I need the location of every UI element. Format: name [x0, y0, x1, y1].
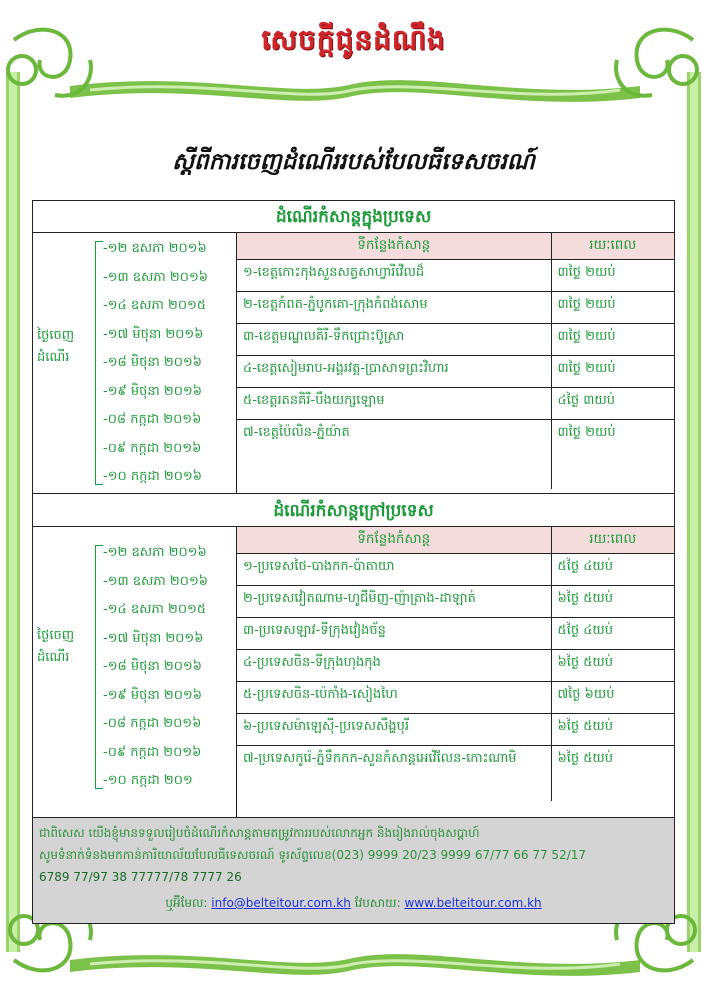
domestic-departure-dates	[33, 233, 237, 493]
contact-notice	[33, 817, 674, 923]
page-subtitle: ស្តីពីការចេញដំណើររបស់បែលធីទេសចរណ៍	[172, 148, 535, 175]
column-header-duration: រយៈពេល	[551, 233, 674, 259]
departure-date: -១៧ មិថុនា ២០១៦	[103, 326, 204, 342]
table-row: ៥-ប្រទេសចិន-ប៉េកាំង-សៀងហៃ ៧ថ្ងៃ ៦យប់	[237, 681, 674, 713]
table-row: ៣-ខេត្តមណ្ឌលគិរី-ទឹកជ្រោះប៊ូស្រា ៣ថ្ងៃ ២យប់	[237, 323, 674, 355]
table-row: ៧-ប្រទេសកូរ៉េ-ភ្នំទឹកកក-សួនកំសាន្តអេវើលែន-កោះណាមិ ៦ថ្ងៃ ៥យប់	[237, 745, 674, 801]
notice-line: សូមទំនាក់ទំនងមកកាន់ការិយាល័យបែលធីទេសចរណ៍ ទូរស័ព្ទលេខ(023) 9999 20/23 9999 67/77 66 77 52/17	[39, 848, 587, 862]
column-header-place: ទីកន្លែងកំសាន្ត	[237, 527, 551, 553]
website-label: វែបសាយ:	[354, 896, 401, 910]
departure-date: -១៨ មិថុនា ២០១៦	[103, 355, 202, 370]
table-row: ៣-ប្រទេសឡាវ-ទីក្រុងវៀងច័ន្ទ ៥ថ្ងៃ ៤យប់	[237, 617, 674, 649]
departure-date: -០៨ កក្កដា ២០១៦	[103, 412, 202, 427]
schedule-sheet	[32, 200, 675, 924]
departure-date: -១០ កក្កដា ២០១៦	[103, 469, 202, 484]
table-row: ៤-ប្រទេសចិន-ទីក្រុងហុងកុង ៦ថ្ងៃ ៥យប់	[237, 649, 674, 681]
domestic-route-table	[237, 233, 674, 489]
departure-date: -១២ ឧសភា ២០១៦	[103, 545, 207, 560]
departure-date: -១៩ មិថុនា ២០១៦	[103, 383, 202, 399]
departure-date: -១៣ ឧសភា ២០១៦	[103, 573, 208, 589]
bracket	[95, 241, 103, 485]
notice-line: 6789 77/97 38 77777/78 7777 26	[39, 870, 242, 884]
overseas-heading: ដំណើរកំសាន្តក្រៅប្រទេស	[33, 493, 674, 527]
departure-date: -១៨ មិថុនា ២០១៦	[103, 659, 202, 674]
domestic-heading: ដំណើរកំសាន្តក្នុងប្រទេស	[33, 201, 674, 233]
notice-line: ជាពិសេស យើងខ្ញុំមានទទួលរៀបចំដំណើរកំសាន្តតាមតម្រូវការរបស់លោកអ្នក និងរៀងរាល់ចុងសប្តាហ៍	[39, 826, 480, 840]
departure-date: -១៤ ឧសភា ២០១៥	[103, 298, 207, 313]
departure-date: -១៤ ឧសភា ២០១៥	[103, 602, 207, 617]
table-row: ១-ខេត្តកោះកុងសួនសត្វសាហ្វារីវើលដ៏ ៣ថ្ងៃ ២យប់	[237, 259, 674, 291]
departure-label: ថ្ងៃចេញ ដំណើរ	[37, 328, 75, 365]
table-row: ៥-ខេត្តរតនគិរី-បឹងយក្សឡោម ៤ថ្ងៃ ៣យប់	[237, 387, 674, 419]
table-row: ១-ប្រទេសថៃ-បាងកក-ប៉ាតាយា ៥ថ្ងៃ ៤យប់	[237, 553, 674, 585]
table-row: ២-ប្រទេសវៀតណាម-ហូជីមិញ-ញ៉ាត្រាង-ដាឡាត់ ៦ថ្ងៃ ៥យប់	[237, 585, 674, 617]
table-row: ៦-ប្រទេសម៉ាឡេស៊ី-ប្រទេសសឹង្ហបុរី ៦ថ្ងៃ ៥យប់	[237, 713, 674, 745]
column-header-place: ទីកន្លែងកំសាន្ត	[237, 233, 551, 259]
departure-date: -០៩ កក្កដា ២០១៦	[103, 744, 202, 760]
departure-date: -០៨ កក្កដា ២០១៦	[103, 716, 202, 731]
overseas-route-table	[237, 527, 674, 801]
email-link[interactable]: info@belteitour.com.kh	[211, 896, 351, 910]
table-row: ៧-ខេត្តប៉ៃលិន-ភ្នំយ៉ាត ៣ថ្ងៃ ២យប់	[237, 419, 674, 489]
table-row: ២-ខេត្តកំពត-ភ្នំបូកគោ-ក្រុងកំពង់សោម ៣ថ្ងៃ ២យប់	[237, 291, 674, 323]
departure-label: ថ្ងៃចេញ ដំណើរ	[37, 628, 75, 665]
departure-date: -១០ កក្កដា ២០១	[103, 773, 193, 788]
email-label: ឬអ៊ីមែល:	[165, 896, 208, 910]
table-row: ៤-ខេត្តសៀមរាប-អង្គរវត្ត-ប្រាសាទព្រះវិហារ ៣ថ្ងៃ ២យប់	[237, 355, 674, 387]
overseas-departure-dates	[33, 527, 237, 817]
contact-links	[39, 892, 668, 914]
page-title: សេចក្តីជូនដំណឹង	[261, 23, 446, 56]
column-header-duration: រយៈពេល	[551, 527, 674, 553]
departure-date: -១២ ឧសភា ២០១៦	[103, 241, 207, 256]
departure-date: -១៩ មិថុនា ២០១៦	[103, 687, 202, 703]
bracket	[95, 545, 103, 789]
departure-date: -១៧ មិថុនា ២០១៦	[103, 630, 204, 646]
departure-date: -១៣ ឧសភា ២០១៦	[103, 269, 208, 285]
departure-date: -០៩ កក្កដា ២០១៦	[103, 440, 202, 456]
website-link[interactable]: www.belteitour.com.kh	[404, 896, 542, 910]
